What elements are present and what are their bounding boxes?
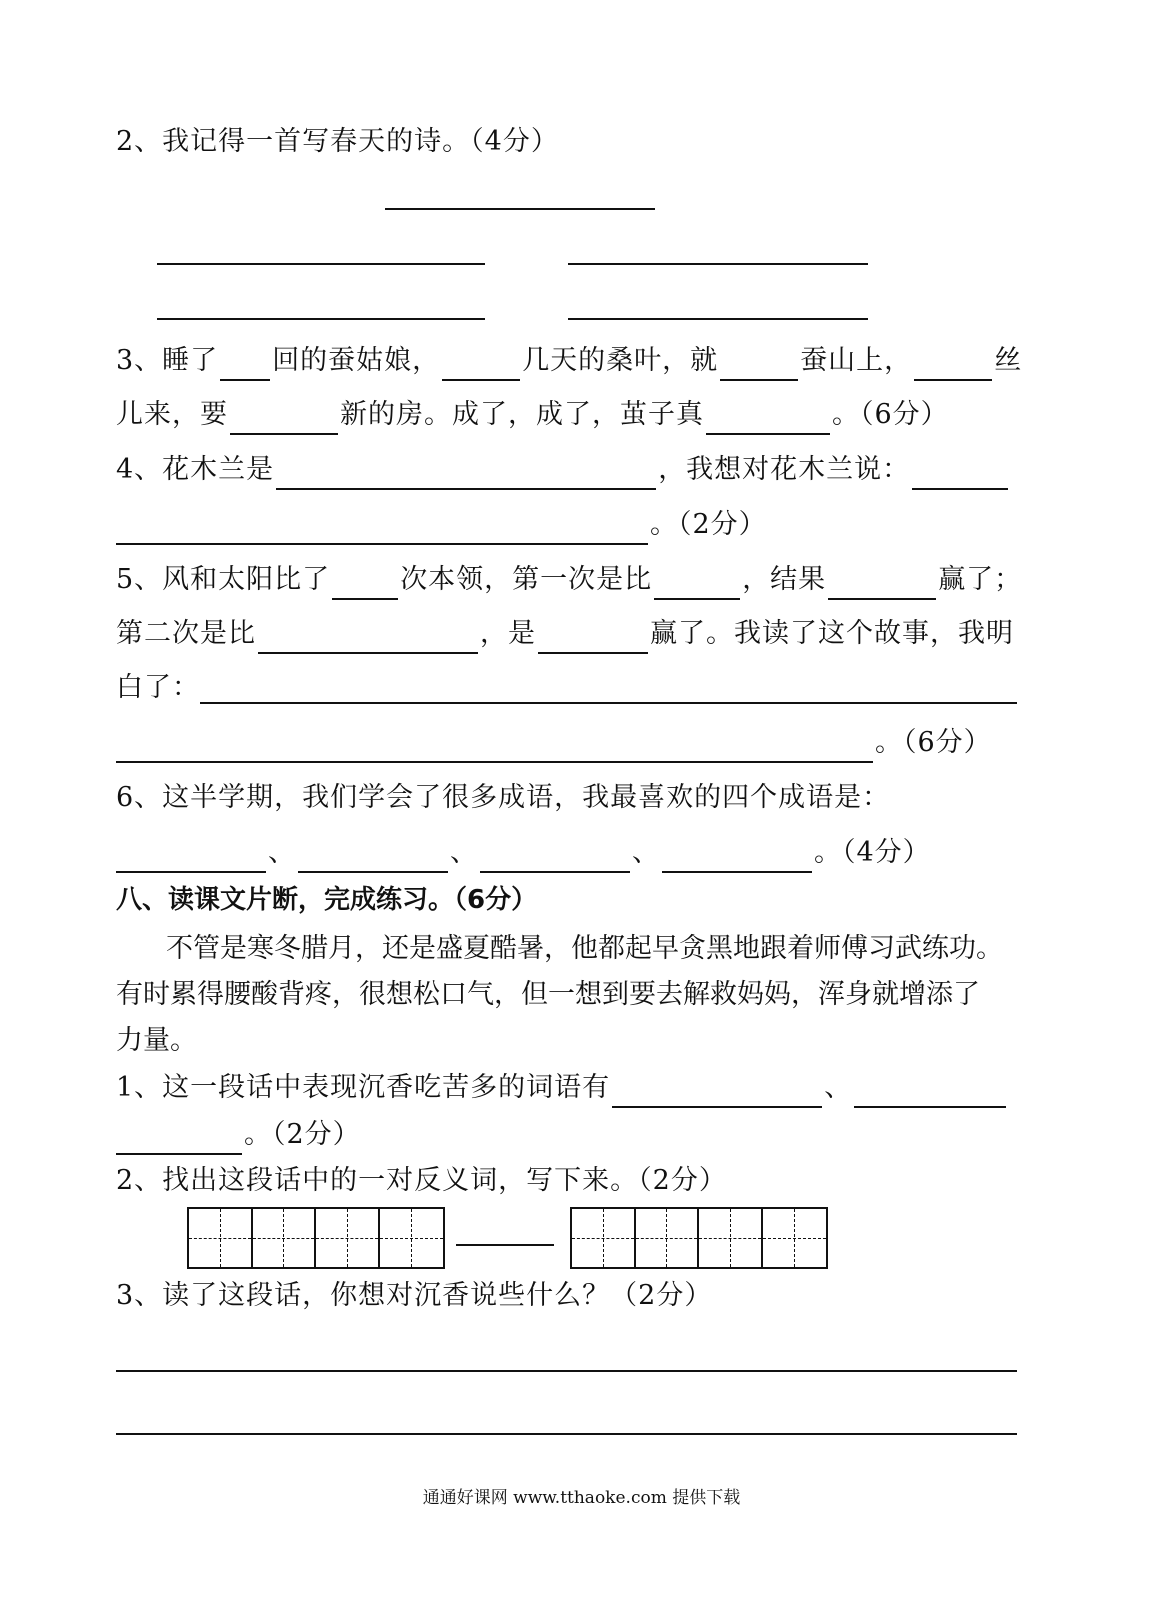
q3-text-4: 蚕山上， (800, 345, 913, 376)
footer-text: 通通好课网 www.tthaoke.com 提供下载 (422, 1488, 741, 1508)
q4-text-2: ，我想对花木兰说： (658, 454, 911, 485)
q5-text-5: 第二次是比 (116, 618, 256, 649)
idiom-blank-2[interactable] (298, 841, 448, 873)
question-5-line-1 (116, 560, 1022, 600)
s8-q1-end: 。（2分） (244, 1119, 361, 1150)
question-4-line-2 (116, 505, 767, 545)
q5-blank-7[interactable] (116, 731, 873, 763)
passage-line-1: 不管是寒冬腊月，还是盛夏酷暑，他都起早贪黑地跟着师傅习武练功。 (166, 933, 1003, 964)
s8-question-2: 2、找出这段话中的一对反义词，写下来。（2分） (116, 1165, 727, 1196)
q4-blank-1[interactable] (276, 458, 656, 490)
q3-text-7: 新的房。成了，成了，茧子真 (340, 399, 704, 430)
q3-text-6: 儿来，要 (116, 399, 228, 430)
idiom-blank-1[interactable] (116, 841, 266, 873)
q3-blank-5[interactable] (230, 403, 338, 435)
q5-blank-6[interactable] (200, 702, 1017, 704)
antonym-grid-right[interactable] (570, 1207, 828, 1269)
s8-question-1-line-2 (116, 1115, 361, 1155)
q5-text-1: 5、风和太阳比了 (116, 564, 331, 595)
s8-q3-answer-line-2[interactable] (116, 1433, 1017, 1435)
q3-blank-4[interactable] (914, 349, 992, 381)
q6-sep-2: 、 (450, 837, 478, 868)
q5-text-9: 。（6分） (875, 727, 992, 758)
idiom-blank-3[interactable] (480, 841, 630, 873)
q6-end: 。（4分） (814, 837, 931, 868)
writing-cell[interactable] (572, 1209, 636, 1267)
antonym-connector-line (456, 1244, 554, 1246)
q6-sep-3: 、 (632, 837, 660, 868)
antonym-grid-left[interactable] (187, 1207, 445, 1269)
q4-blank-3[interactable] (116, 513, 648, 545)
question-6-answers (116, 833, 931, 873)
q5-blank-2[interactable] (654, 568, 740, 600)
writing-cell[interactable] (189, 1209, 253, 1267)
q5-blank-3[interactable] (828, 568, 936, 600)
s8-q1-text: 1、这一段话中表现沉香吃苦多的词语有 (116, 1072, 611, 1103)
poem-title-blank[interactable] (385, 208, 655, 210)
q6-sep-1: 、 (268, 837, 296, 868)
q3-text-5: 丝 (994, 345, 1023, 376)
question-5-line-3 (116, 668, 200, 708)
poem-line-1-blank[interactable] (157, 263, 485, 265)
passage-line-3: 力量。 (116, 1025, 197, 1056)
q5-text-4: 赢了； (938, 564, 1023, 595)
question-3-line-1 (116, 341, 1022, 381)
q4-text-3: 。（2分） (650, 509, 767, 540)
question-3-line-2 (116, 395, 949, 435)
writing-cell[interactable] (316, 1209, 380, 1267)
poem-line-2-blank[interactable] (568, 263, 868, 265)
q5-blank-1[interactable] (332, 568, 398, 600)
s8-question-1-line-1 (116, 1068, 1008, 1108)
s8-q1-blank-1[interactable] (612, 1076, 822, 1108)
passage-line-2: 有时累得腰酸背疼，很想松口气，但一想到要去解救妈妈，浑身就增添了 (116, 979, 980, 1010)
idiom-blank-4[interactable] (662, 841, 812, 873)
s8-q1-sep: 、 (824, 1072, 853, 1103)
q5-blank-5[interactable] (538, 622, 648, 654)
q3-blank-1[interactable] (220, 349, 270, 381)
q5-text-2: 次本领，第一次是比 (400, 564, 653, 595)
poem-line-4-blank[interactable] (568, 318, 868, 320)
s8-q1-blank-3[interactable] (116, 1123, 242, 1155)
s8-q3-answer-line-1[interactable] (116, 1370, 1017, 1372)
q3-blank-6[interactable] (706, 403, 830, 435)
q3-blank-3[interactable] (720, 349, 798, 381)
writing-cell[interactable] (763, 1209, 826, 1267)
q3-text-2: 回的蚕姑娘， (272, 345, 441, 376)
section-8-heading: 八、读课文片断，完成练习。（6分） (116, 885, 538, 915)
question-5-line-4 (116, 723, 992, 763)
q5-text-6: ，是 (480, 618, 536, 649)
question-5-line-2 (116, 614, 1014, 654)
writing-cell[interactable] (699, 1209, 763, 1267)
q4-text-1: 4、花木兰是 (116, 454, 275, 485)
q3-text-3: 几天的桑叶，就 (522, 345, 719, 376)
q5-text-3: ，结果 (742, 564, 827, 595)
poem-line-3-blank[interactable] (157, 318, 485, 320)
question-6-prompt: 6、这半学期，我们学会了很多成语，我最喜欢的四个成语是： (116, 782, 891, 813)
q3-blank-2[interactable] (442, 349, 520, 381)
q4-blank-2[interactable] (912, 458, 1008, 490)
question-4-line-1 (116, 450, 1010, 490)
question-2-poem: 2、我记得一首写春天的诗。（4分） (116, 126, 559, 157)
q5-blank-4[interactable] (258, 622, 478, 654)
q3-text-1: 3、睡了 (116, 345, 219, 376)
s8-q1-blank-2[interactable] (854, 1076, 1006, 1108)
writing-cell[interactable] (380, 1209, 443, 1267)
writing-cell[interactable] (636, 1209, 700, 1267)
q5-text-8: 白了： (116, 672, 200, 703)
q5-text-7: 赢了。我读了这个故事，我明 (650, 618, 1014, 649)
q3-text-8: 。（6分） (832, 399, 949, 430)
s8-question-3: 3、读了这段话，你想对沉香说些什么？（2分） (116, 1280, 713, 1311)
writing-cell[interactable] (253, 1209, 317, 1267)
